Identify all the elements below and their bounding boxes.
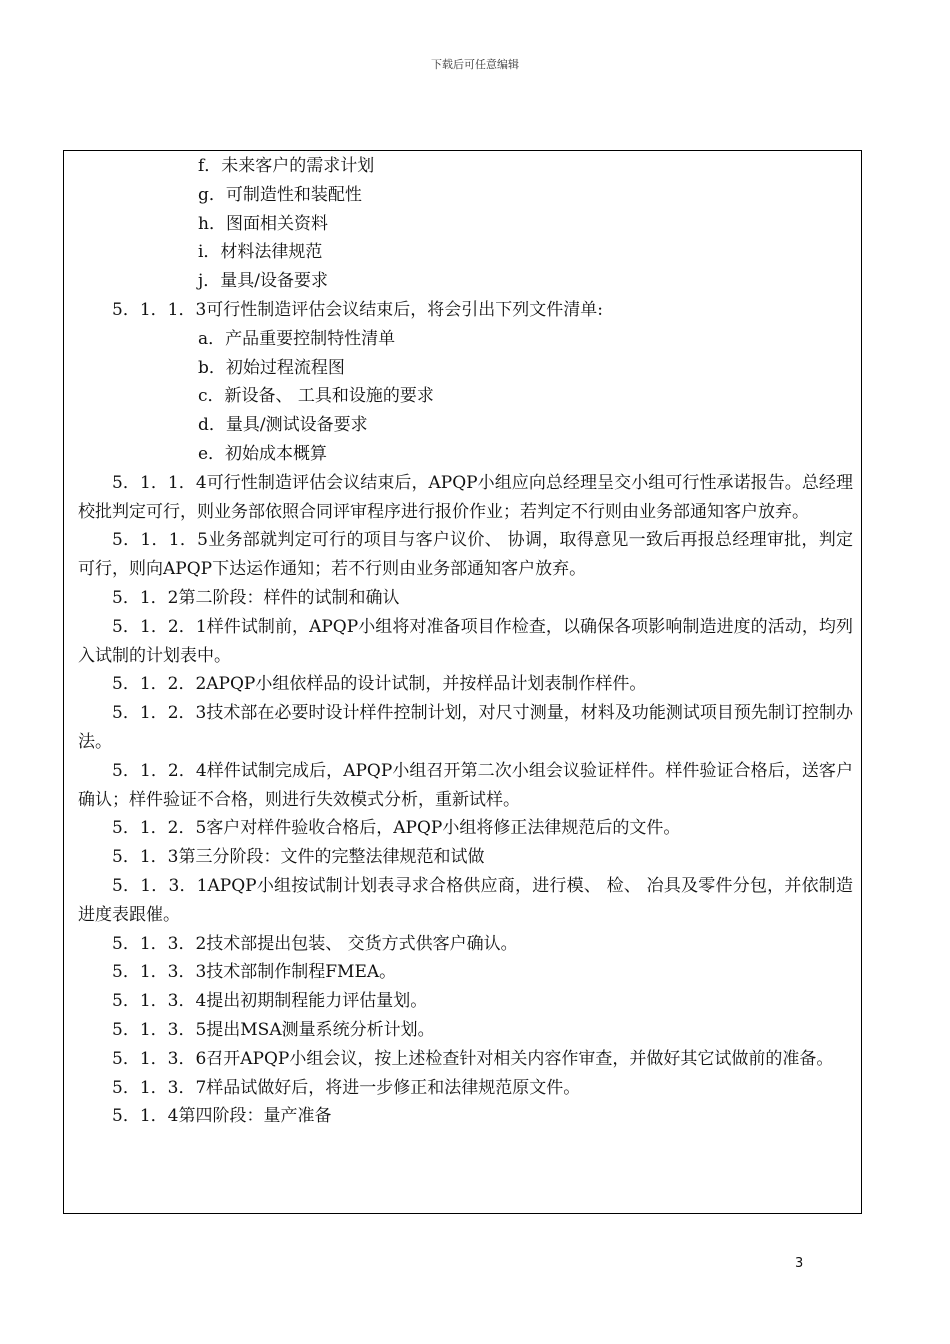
list-item: a．产品重要控制特性清单 [198, 328, 396, 349]
paragraph-5-1-3-6: 5．1．3．6召开APQP小组会议，按上述检查针对相关内容作审查，并做好其它试做前的准备。 [112, 1048, 834, 1069]
section-heading-5-1-3: 5．1．3第三分阶段：文件的完整法律规范和试做 [112, 847, 485, 868]
list-item: d．量具/测试设备要求 [198, 415, 368, 436]
list-item: c．新设备、 工具和设施的要求 [198, 386, 434, 407]
paragraph-5-1-2-1: 5．1．2．1样件试制前，APQP小组将对准备项目作检查，以确保各项影响制造进度的活动，均列入试制的计划表中。 [78, 616, 853, 666]
paragraph-5-1-2-3: 5．1．2．3技术部在必要时设计样件控制计划，对尺寸测量，材料及功能测试项目预先制订控制办法。 [78, 703, 853, 752]
list-item: j．量具/设备要求 [198, 271, 328, 292]
list-item: e．初始成本概算 [198, 443, 328, 464]
paragraph-5-1-3-7: 5．1．3．7样品试做好后，将进一步修正和法律规范原文件。 [112, 1077, 581, 1098]
paragraph-5-1-1-3: 5．1．1．3可行性制造评估会议结束后，将会引出下列文件清单: [112, 299, 603, 320]
list-item: f．未来客户的需求计划 [198, 156, 375, 176]
paragraph-5-1-1-5: 5．1．1．5业务部就判定可行的项目与客户议价、 协调，取得意见一致后再报总经理审批，判定可行，则向APQP下达运作通知；若不行则由业务部通知客户放弃。 [78, 530, 853, 580]
paragraph-5-1-3-4: 5．1．3．4提出初期制程能力评估量划。 [112, 991, 428, 1012]
list-item: b．初始过程流程图 [198, 357, 345, 378]
paragraph-5-1-3-3: 5．1．3．3技术部制作制程FMEA。 [112, 962, 397, 983]
paragraph-5-1-2-4: 5．1．2．4样件试制完成后，APQP小组召开第二次小组会议验证样件。样件验证合格后，送客户确认；样件验证不合格，则进行失效模式分析，重新试样。 [78, 760, 853, 810]
paragraph-5-1-1-4: 5．1．1．4可行性制造评估会议结束后，APQP小组应向总经理呈交小组可行性承诺报告。总经理校批判定可行，则业务部依照合同评审程序进行报价作业；若判定不行则由业务部通知客户放弃。 [78, 472, 853, 522]
list-item: i．材料法律规范 [198, 242, 323, 263]
paragraph-5-1-2-5: 5．1．2．5客户对样件验收合格后，APQP小组将修正法律规范后的文件。 [112, 818, 681, 839]
section-heading-5-1-4: 5．1．4第四阶段：量产准备 [112, 1106, 332, 1127]
section-heading-5-1-2: 5．1．2第二阶段：样件的试制和确认 [112, 587, 400, 608]
paragraph-5-1-3-2: 5．1．3．2技术部提出包装、 交货方式供客户确认。 [112, 933, 518, 954]
page-number: 3 [795, 1256, 804, 1271]
paragraph-5-1-3-5: 5．1．3．5提出MSA测量系统分析计划。 [112, 1019, 435, 1040]
list-item: g．可制造性和装配性 [198, 184, 362, 205]
document-body [78, 152, 853, 1131]
paragraph-5-1-3-1: 5．1．3．1APQP小组按试制计划表寻求合格供应商，进行模、 检、 冶具及零件分包，并依制造进度表跟催。 [78, 875, 853, 925]
header-note: 下载后可任意编辑 [431, 58, 519, 71]
list-item: h．图面相关资料 [198, 213, 328, 234]
paragraph-5-1-2-2: 5．1．2．2APQP小组依样品的设计试制，并按样品计划表制作样件。 [112, 674, 647, 695]
